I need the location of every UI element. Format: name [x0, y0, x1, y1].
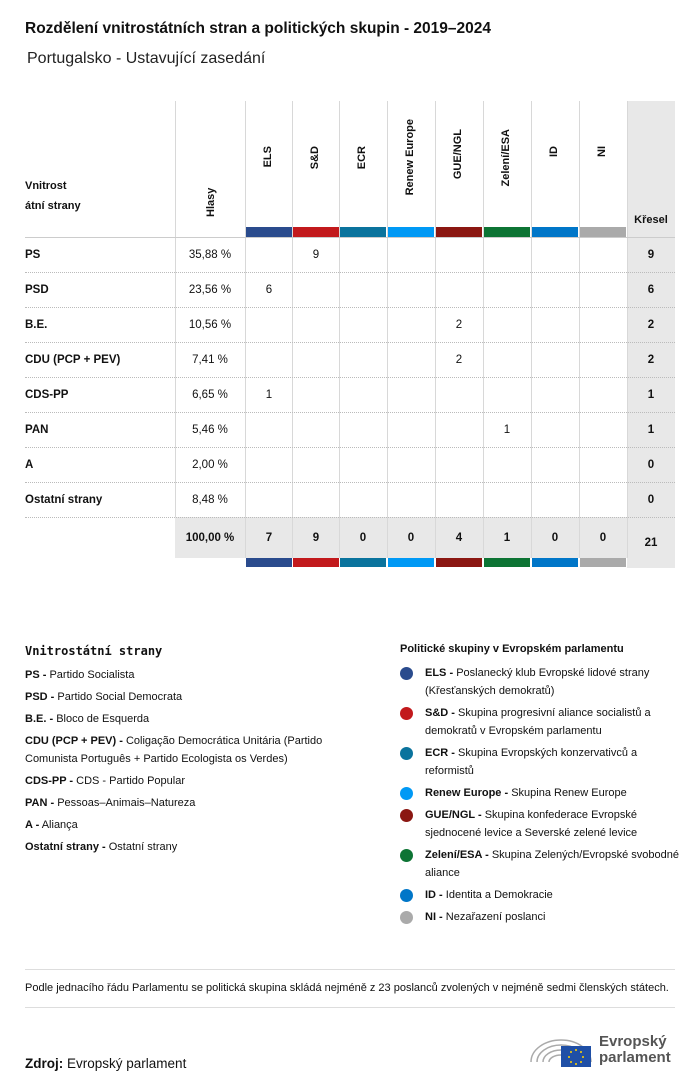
seat-count: 9	[312, 248, 320, 261]
votes-header: Hlasy	[205, 187, 217, 217]
seat-count: 1	[503, 423, 511, 436]
group-color-bar	[580, 558, 626, 567]
party-name: PAN	[25, 423, 49, 436]
party-name: PSD	[25, 283, 49, 296]
column-divider	[579, 101, 580, 517]
group-color-bar	[532, 558, 578, 567]
source-name: Evropský parlament	[67, 1056, 187, 1071]
legend-name: Skupina Zelených/Evropské svobodné aliance	[425, 849, 679, 879]
national-legend-item	[25, 838, 370, 856]
party-name: CDS-PP	[25, 388, 69, 401]
group-color-bar	[436, 227, 482, 237]
seat-count: 2	[455, 353, 463, 366]
group-header-3: Renew Europe	[404, 119, 416, 196]
group-legend-item	[400, 886, 680, 904]
group-header-5: Zelení/ESA	[500, 129, 512, 187]
group-seat-total: 0	[359, 531, 367, 544]
party-seat-total: 9	[647, 248, 655, 261]
legend-name: Bloco de Esquerda	[56, 713, 150, 725]
group-legend-item	[400, 806, 680, 842]
party-name: Ostatní strany	[25, 493, 103, 506]
group-seat-total: 0	[551, 531, 559, 544]
logo-line1: Evropský	[599, 1033, 667, 1050]
legend-abbr: PS -	[25, 669, 47, 681]
seat-count: 1	[265, 388, 273, 401]
group-legend-item	[400, 664, 680, 700]
group-color-bar	[340, 558, 386, 567]
national-legend-item	[25, 772, 370, 790]
national-legend-title: Vnitrostátní strany	[25, 644, 163, 658]
group-legend-item	[400, 704, 680, 740]
party-seat-total: 0	[647, 493, 655, 506]
group-seat-total: 4	[455, 531, 463, 544]
legend-name: Nezařazení poslanci	[445, 911, 546, 923]
source	[25, 1056, 186, 1071]
party-seat-total: 2	[647, 318, 655, 331]
group-color-dot	[400, 809, 413, 822]
party-seat-total: 1	[647, 388, 655, 401]
source-label: Zdroj:	[25, 1056, 64, 1071]
party-votes: 10,56 %	[188, 318, 232, 331]
legend-name: Identita a Demokracie	[445, 889, 553, 901]
column-divider	[387, 101, 388, 517]
group-legend-item	[400, 846, 680, 882]
legend-name: Poslanecký klub Evropské lidové strany (Křesťanských demokratů)	[425, 667, 650, 697]
legend-name: Ostatní strany	[108, 841, 178, 853]
group-legend-item	[400, 784, 680, 802]
legend-name: Skupina Evropských konzervativců a reformistů	[425, 747, 638, 777]
group-header-7: NI	[596, 146, 608, 157]
party-seat-total: 6	[647, 283, 655, 296]
party-votes: 6,65 %	[192, 388, 228, 401]
party-seat-total: 2	[647, 353, 655, 366]
column-divider	[245, 101, 246, 517]
group-seat-total: 9	[312, 531, 320, 544]
group-color-bar	[532, 227, 578, 237]
seats-header: Křesel	[634, 214, 668, 226]
group-seat-total: 1	[503, 531, 511, 544]
group-color-dot	[400, 707, 413, 720]
legend-name: CDS - Partido Popular	[76, 775, 185, 787]
chart-subtitle: Portugalsko - Ustavující zasedání	[27, 50, 266, 67]
group-legend	[400, 640, 680, 930]
group-color-dot	[400, 889, 413, 902]
party-seat-total: 0	[647, 458, 655, 471]
group-color-bar	[293, 558, 339, 567]
group-color-bar	[436, 558, 482, 567]
group-color-dot	[400, 747, 413, 760]
national-legend-item	[25, 688, 370, 706]
legend-name: Aliança	[41, 819, 78, 831]
party-votes: 35,88 %	[188, 248, 232, 261]
column-divider	[339, 101, 340, 517]
national-legend	[25, 642, 370, 860]
party-votes: 5,46 %	[192, 423, 228, 436]
ep-logo[interactable]	[529, 1032, 671, 1068]
legend-name: Skupina progresivní aliance socialistů a demokratů v Evropském parlamentu	[425, 707, 651, 737]
legend-abbr: PSD -	[25, 691, 55, 703]
national-legend-item	[25, 816, 370, 834]
party-name: PS	[25, 248, 41, 261]
national-legend-item	[25, 710, 370, 728]
legend-name: Coligação Democrática Unitária (Partido Comunista Português + Partido Ecologista os Verdes)	[25, 735, 323, 765]
footnote: Podle jednacího řádu Parlamentu se politická skupina skládá nejméně z 23 poslanců zvolených v nejméně sedmi členských státech.	[25, 969, 675, 1008]
party-votes: 2,00 %	[192, 458, 228, 471]
group-seat-total: 0	[599, 531, 607, 544]
seat-count: 2	[455, 318, 463, 331]
group-color-dot	[400, 849, 413, 862]
legend-abbr: Renew Europe -	[425, 787, 509, 799]
legend-abbr: B.E. -	[25, 713, 54, 725]
group-header-2: ECR	[356, 146, 368, 170]
column-divider	[292, 101, 293, 517]
group-header-1: S&D	[309, 146, 321, 170]
group-color-bar	[580, 227, 626, 237]
column-divider	[483, 101, 484, 517]
legend-name: Partido Socialista	[49, 669, 135, 681]
party-votes: 7,41 %	[192, 353, 228, 366]
legend-name: Pessoas–Animais–Natureza	[57, 797, 196, 809]
party-name: CDU (PCP + PEV)	[25, 353, 121, 366]
legend-abbr: Ostatní strany -	[25, 841, 106, 853]
legend-abbr: Zelení/ESA -	[425, 849, 489, 861]
grand-total: 21	[644, 536, 658, 549]
seat-table	[25, 101, 675, 568]
legend-abbr: GUE/NGL -	[425, 809, 482, 821]
seat-count: 6	[265, 283, 273, 296]
national-legend-item	[25, 732, 370, 768]
group-color-bar	[246, 558, 292, 567]
group-seat-total: 7	[265, 531, 273, 544]
group-color-bar	[388, 558, 434, 567]
legend-abbr: S&D -	[425, 707, 455, 719]
group-legend-item	[400, 908, 680, 926]
legend-name: Skupina Renew Europe	[511, 787, 627, 799]
legend-name: Skupina konfederace Evropské sjednocené levice a Severské zelené levice	[425, 809, 638, 839]
legend-abbr: ELS -	[425, 667, 454, 679]
party-votes: 23,56 %	[188, 283, 232, 296]
party-name: A	[25, 458, 34, 471]
row-header: Vnitrost átní strany	[25, 180, 81, 212]
legend-abbr: CDS-PP -	[25, 775, 74, 787]
legend-abbr: ID -	[425, 889, 443, 901]
national-legend-item	[25, 666, 370, 684]
legend-abbr: CDU (PCP + PEV) -	[25, 735, 123, 747]
legend-abbr: ECR -	[425, 747, 455, 759]
legend-name: Partido Social Democrata	[57, 691, 183, 703]
votes-total: 100,00 %	[185, 531, 235, 544]
group-color-bar	[484, 558, 530, 567]
group-header-4: GUE/NGL	[452, 129, 464, 180]
legend-abbr: A -	[25, 819, 40, 831]
legend-abbr: PAN -	[25, 797, 55, 809]
group-legend-item	[400, 744, 680, 780]
column-divider	[531, 101, 532, 517]
group-color-bar	[484, 227, 530, 237]
legend-abbr: NI -	[425, 911, 443, 923]
national-legend-item	[25, 794, 370, 812]
group-header-6: ID	[548, 146, 560, 157]
group-color-dot	[400, 667, 413, 680]
group-color-bar	[340, 227, 386, 237]
group-color-bar	[388, 227, 434, 237]
logo-line2: parlament	[599, 1049, 671, 1066]
party-seat-total: 1	[647, 423, 655, 436]
group-color-dot	[400, 911, 413, 924]
group-color-bar	[246, 227, 292, 237]
group-seat-total: 0	[407, 531, 415, 544]
party-name: B.E.	[25, 318, 48, 331]
chart-title: Rozdělení vnitrostátních stran a politických skupin - 2019–2024	[25, 20, 492, 37]
group-legend-title: Politické skupiny v Evropském parlamentu	[400, 643, 624, 655]
group-color-bar	[293, 227, 339, 237]
party-votes: 8,48 %	[192, 493, 228, 506]
parliament-hemicycle-icon	[529, 1032, 593, 1068]
group-color-dot	[400, 787, 413, 800]
group-header-0: ELS	[262, 146, 274, 168]
